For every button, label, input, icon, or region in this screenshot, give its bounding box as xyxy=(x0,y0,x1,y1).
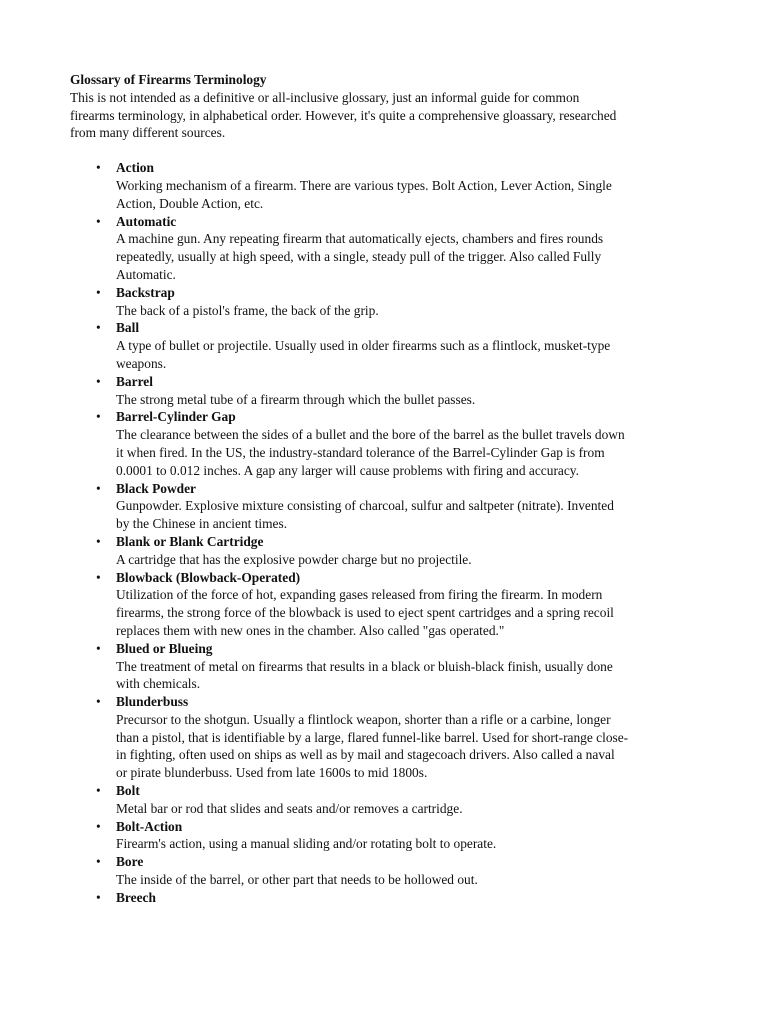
glossary-term: Automatic xyxy=(116,213,177,229)
glossary-definition-line: replaces them with new ones in the chamber. Also called "gas operated." xyxy=(116,622,505,638)
glossary-term: Bore xyxy=(116,854,144,870)
glossary-definition-line: The inside of the barrel, or other part that needs to be hollowed out. xyxy=(116,872,478,888)
glossary-term: Backstrap xyxy=(116,284,175,300)
glossary-entry xyxy=(70,533,710,569)
bullet-icon: • xyxy=(96,694,101,710)
glossary-entry xyxy=(70,640,710,693)
bullet-icon: • xyxy=(96,320,101,336)
glossary-term: Bolt-Action xyxy=(116,818,183,834)
glossary-entry xyxy=(70,889,710,907)
glossary-definition-line: with chemicals. xyxy=(116,676,201,692)
glossary-definition-line: Firearm's action, using a manual sliding and/or rotating bolt to operate. xyxy=(116,836,497,852)
glossary-definition-line: Precursor to the shotgun. Usually a flintlock weapon, shorter than a rifle or a carbine, longer xyxy=(116,711,611,727)
glossary-entry xyxy=(70,319,710,372)
glossary-definition-line: than a pistol, that is identifiable by a large, flared funnel-like barrel. Used for short-range close- xyxy=(116,729,629,745)
glossary-term: Barrel-Cylinder Gap xyxy=(116,409,236,425)
bullet-icon: • xyxy=(96,889,101,905)
glossary-entry xyxy=(70,480,710,533)
glossary-definition-line: Utilization of the force of hot, expanding gases released from firing the firearm. In modern xyxy=(116,587,603,603)
glossary-entry xyxy=(70,159,710,212)
glossary-term: Blowback (Blowback-Operated) xyxy=(116,569,301,585)
bullet-icon: • xyxy=(96,480,101,496)
glossary-entry xyxy=(70,284,710,320)
bullet-icon: • xyxy=(96,533,101,549)
glossary-term: Bolt xyxy=(116,783,140,799)
glossary-term: Breech xyxy=(116,889,156,905)
glossary-definition-line: weapons. xyxy=(116,355,167,371)
bullet-icon: • xyxy=(96,569,101,585)
bullet-icon: • xyxy=(96,818,101,834)
glossary-definition-line: Working mechanism of a firearm. There are various types. Bolt Action, Lever Action, Single xyxy=(116,177,612,193)
document-page xyxy=(70,71,710,907)
glossary-term: Black Powder xyxy=(116,480,196,496)
intro-line: This is not intended as a definitive or all-inclusive glossary, just an informal guide for common xyxy=(70,89,580,105)
glossary-entry xyxy=(70,782,710,818)
bullet-icon: • xyxy=(96,373,101,389)
glossary-definition-line: The back of a pistol's frame, the back of the grip. xyxy=(116,302,379,318)
document-intro xyxy=(70,89,710,142)
glossary-entry xyxy=(70,373,710,409)
glossary-term: Barrel xyxy=(116,373,153,389)
glossary-definition-line: A type of bullet or projectile. Usually used in older firearms such as a flintlock, musket-type xyxy=(116,338,611,354)
glossary-definition-line: repeatedly, usually at high speed, with a single, steady pull of the trigger. Also called Fully xyxy=(116,249,602,265)
glossary-definition-line: The treatment of metal on firearms that results in a black or bluish-black finish, usually done xyxy=(116,658,613,674)
glossary-definition-line: in fighting, often used on ships as well as by mail and stagecoach drivers. Also called a naval xyxy=(116,747,615,763)
bullet-icon: • xyxy=(96,160,101,176)
intro-line: firearms terminology, in alphabetical order. However, it's quite a comprehensive gloassary, researched xyxy=(70,107,617,123)
glossary-term: Blued or Blueing xyxy=(116,640,213,656)
bullet-icon: • xyxy=(96,213,101,229)
glossary-definition-line: Metal bar or rod that slides and seats and/or removes a cartridge. xyxy=(116,800,463,816)
glossary-entry xyxy=(70,818,710,854)
bullet-icon: • xyxy=(96,640,101,656)
intro-line: from many different sources. xyxy=(70,125,226,141)
glossary-entry xyxy=(70,408,710,479)
bullet-icon: • xyxy=(96,854,101,870)
glossary-entry xyxy=(70,693,710,782)
glossary-definition-line: Gunpowder. Explosive mixture consisting of charcoal, sulfur and saltpeter (nitrate). Invented xyxy=(116,498,614,514)
glossary-term: Action xyxy=(116,160,154,176)
bullet-icon: • xyxy=(96,783,101,799)
glossary-definition-line: firearms, the strong force of the blowback is used to eject spent cartridges and a spring recoil xyxy=(116,605,614,621)
glossary-definition-line: A machine gun. Any repeating firearm that automatically ejects, chambers and fires rounds xyxy=(116,231,604,247)
glossary-term: Blunderbuss xyxy=(116,694,189,710)
glossary-definition-line: The clearance between the sides of a bullet and the bore of the barrel as the bullet travels down xyxy=(116,427,625,443)
glossary-definition-line: 0.0001 to 0.012 inches. A gap any larger will cause problems with firing and accuracy. xyxy=(116,462,579,478)
document-title: Glossary of Firearms Terminology xyxy=(70,72,267,87)
glossary-definition-line: Automatic. xyxy=(116,266,176,282)
glossary-definition-line: it when fired. In the US, the industry-standard tolerance of the Barrel-Cylinder Gap is from xyxy=(116,444,605,460)
bullet-icon: • xyxy=(96,284,101,300)
glossary-entry xyxy=(70,569,710,640)
glossary-definition-line: A cartridge that has the explosive powder charge but no projectile. xyxy=(116,551,472,567)
glossary-entry xyxy=(70,853,710,889)
glossary-definition-line: by the Chinese in ancient times. xyxy=(116,516,288,532)
glossary-term: Blank or Blank Cartridge xyxy=(116,533,264,549)
glossary-term: Ball xyxy=(116,320,140,336)
glossary-definition-line: Action, Double Action, etc. xyxy=(116,195,264,211)
bullet-icon: • xyxy=(96,409,101,425)
glossary-definition-line: The strong metal tube of a firearm through which the bullet passes. xyxy=(116,391,476,407)
glossary-definition-line: or pirate blunderbuss. Used from late 1600s to mid 1800s. xyxy=(116,765,428,781)
glossary-entry xyxy=(70,213,710,284)
glossary-list xyxy=(70,159,710,906)
